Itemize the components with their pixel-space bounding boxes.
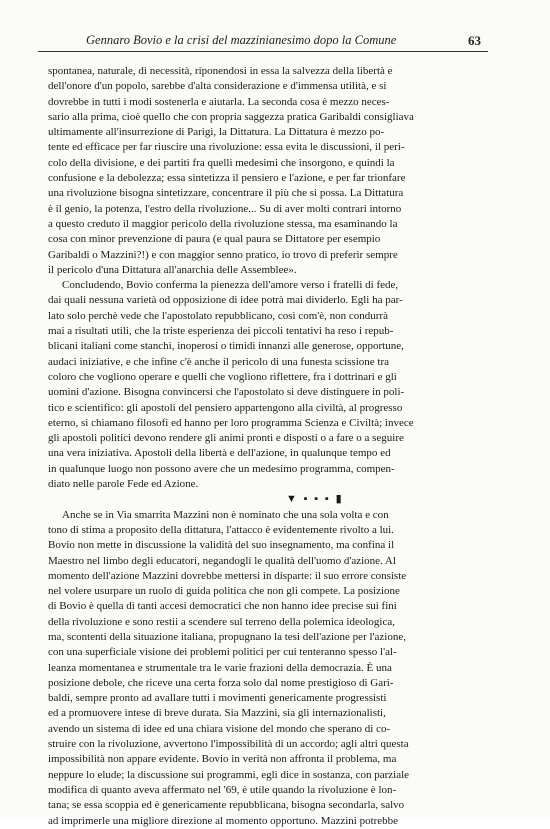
- text-line: della rivoluzione e sono restii a scendere sul terreno della polemica ideologica,: [48, 615, 395, 628]
- text-line: mai a risultati utili, che la triste esperienza dei piccoli tentativi ha reso i repub-: [48, 325, 394, 338]
- text-line: nel volere usurpare un ruolo di guida politica che non gli compete. La posizione: [48, 585, 400, 598]
- text-line: avendo un sistema di idee ed una chiara visione del mondo che sperano di co-: [48, 722, 391, 735]
- text-line: eterno, si chiamano filosofi ed hanno per loro programma Scienza e Civiltà; invece: [48, 416, 414, 429]
- text-line: coloro che vogliono operare e quelli che vogliono riflettere, fra i dottrinari e gli: [48, 370, 397, 383]
- text-line: ad imprimerle una migliore direzione al momento opportuno. Mazzini potrebbe: [48, 814, 399, 827]
- text-line: gli apostoli politici devono rendere gli animi pronti e disposti o a fare o a seguire: [48, 432, 404, 445]
- paragraph: [48, 278, 478, 492]
- text-line: ed a promuovere intese di breve durata. Sia Mazzini, sia gli internazionalisti,: [48, 707, 386, 720]
- paragraph: [48, 508, 478, 829]
- text-line: con una superficiale visione dei problemi politici per cui tenteranno spesso l'al-: [48, 646, 397, 659]
- text-line: colo della divisione, e dei partiti fra quelli medesimi che insorgono, e quindi la: [48, 156, 395, 169]
- text-line: dai quali nessuna varietà od opposizione di idee potrà mai dividerlo. Egli ha par-: [48, 294, 403, 307]
- text-line: leanza momentanea e strumentale tra le varie frazioni della democrazia. È una: [48, 661, 392, 674]
- text-line: spontanea, naturale, di necessità, riponendosi in essa la salvezza della libertà e: [48, 65, 393, 77]
- text-line: lato solo perchè vede che l'apostolato repubblicano, così com'è, non condurrà: [48, 309, 388, 322]
- header-rule: [38, 51, 488, 52]
- paragraph: [48, 64, 478, 278]
- page-number: 63: [468, 33, 481, 48]
- text-line: impossibilità non appare evidente. Bovio in verità non affronta il problema, ma: [48, 753, 397, 766]
- text-line: Concludendo, Bovio conferma la pienezza dell'amore verso i fratelli di fede,: [62, 279, 399, 292]
- text-line: una vera iniziativa. Apostoli della libertà e dell'azione, in qualunque tempo ed: [48, 447, 391, 460]
- text-line: sario alla prima, cioè quello che con propria saggezza pratica Garibaldi consigliava: [48, 110, 414, 123]
- paragraph: [48, 492, 478, 507]
- text-line: Anche se in Via smarrita Mazzini non è nominato che una sola volta e con: [62, 508, 389, 521]
- text-line: audaci iniziative, e che infine c'è anche il pericolo di una funesta scissione tra: [48, 355, 390, 368]
- text-line: modifica di quanto aveva affermato nel '69, è utile quando la rivoluzione è lon-: [48, 783, 397, 796]
- text-line: momento dell'azione Mazzini dovrebbe mettersi in disparte: il suo errore consiste: [48, 569, 407, 582]
- text-line: è il genio, la potenza, l'estro della rivoluzione... Su di aver molti contrari intorno: [48, 202, 402, 215]
- text-line: ma, scontenti della situazione italiana, propugnano la tesi dell'azione per l'azione,: [48, 630, 406, 643]
- printer-marks: ▼ ▪ ▪ ▪ ▮: [286, 493, 344, 506]
- page-header: [38, 31, 488, 51]
- text-line: Garibaldi o Mazzini?!) e con maggior senno pratico, io trovo di preferir sempre: [48, 248, 398, 261]
- text-line: a questo creduto il maggior pericolo della rivoluzione stessa, ma esaminando la: [48, 217, 398, 230]
- text-line: di Bovio è quella di tanti accesi democratici che non hanno idee precise sui fini: [48, 600, 397, 613]
- text-line: baldi, sempre pronto ad avallare tutti i movimenti genericamente progressisti: [48, 692, 387, 705]
- text-line: dovrebbe in tutti i modi sostenerla e aiutarla. La seconda cosa è mezzo neces-: [48, 95, 390, 108]
- text-line: posizione debole, che riceve una certa forza solo dal nome prestigioso di Gari-: [48, 676, 394, 689]
- text-line: tico e scientifico: gli apostoli del pensiero appartengono alla civiltà, al progresso: [48, 401, 403, 414]
- text-line: diato nelle parole Fede ed Azione.: [48, 478, 199, 491]
- text-line: in qualunque luogo non possono avere che un medesimo programma, compen-: [48, 462, 395, 475]
- text-line: neppure lo elude; la discussione sui programmi, egli dice in sostanza, con parziale: [48, 768, 410, 781]
- text-line: ultimamente all'insurrezione di Parigi, la Dittatura. La Dittatura è mezzo po-: [48, 126, 385, 139]
- text-line: Bovio non mette in discussione la validità del suo insegnamento, ma confina il: [48, 539, 395, 552]
- text-line: tono di stima a proposito della dittatura, l'attacco è evidentemente rivolto a lui.: [48, 523, 394, 536]
- text-line: struire con la rivoluzione, avvertono l'impossibilità di un accordo; agli altri questa: [48, 738, 409, 751]
- text-line: uomini d'azione. Bisogna convincersi che l'apostolato si deve distinguere in poli-: [48, 386, 405, 399]
- text-line: il pericolo d'una Dittatura all'anarchia delle Assemblee».: [48, 263, 297, 276]
- text-line: blicani italiani come stanchi, inoperosi o timidi innanzi alle generose, opportune,: [48, 340, 404, 353]
- text-line: cosa con minor prevenzione di paura (e qual paura se Dittatore per esempio: [48, 233, 381, 246]
- body-text: [48, 64, 478, 829]
- running-title: Gennaro Bovio e la crisi del mazzinianesimo dopo la Comune: [86, 33, 397, 47]
- text-line: tente ed efficace per far riuscire una rivoluzione: essa evita le discussioni, il peri-: [48, 141, 405, 154]
- text-line: tana; se essa scoppia ed è genericamente repubblicana, bisogna secondarla, salvo: [48, 799, 405, 812]
- text-line: dell'onore d'un popolo, sarebbe d'alta considerazione e d'immensa utilità, e si: [48, 80, 387, 93]
- text-line: confusione e la debolezza; essa sintetizza il pensiero e l'azione, e per far trionfare: [48, 172, 406, 185]
- text-line: Maestro nel limbo degli educatori, negandogli le qualità dell'uomo d'azione. Al: [48, 554, 396, 567]
- text-line: una rivoluzione bisogna sintetizzare, concentrare il più che si possa. La Dittatura: [48, 187, 404, 200]
